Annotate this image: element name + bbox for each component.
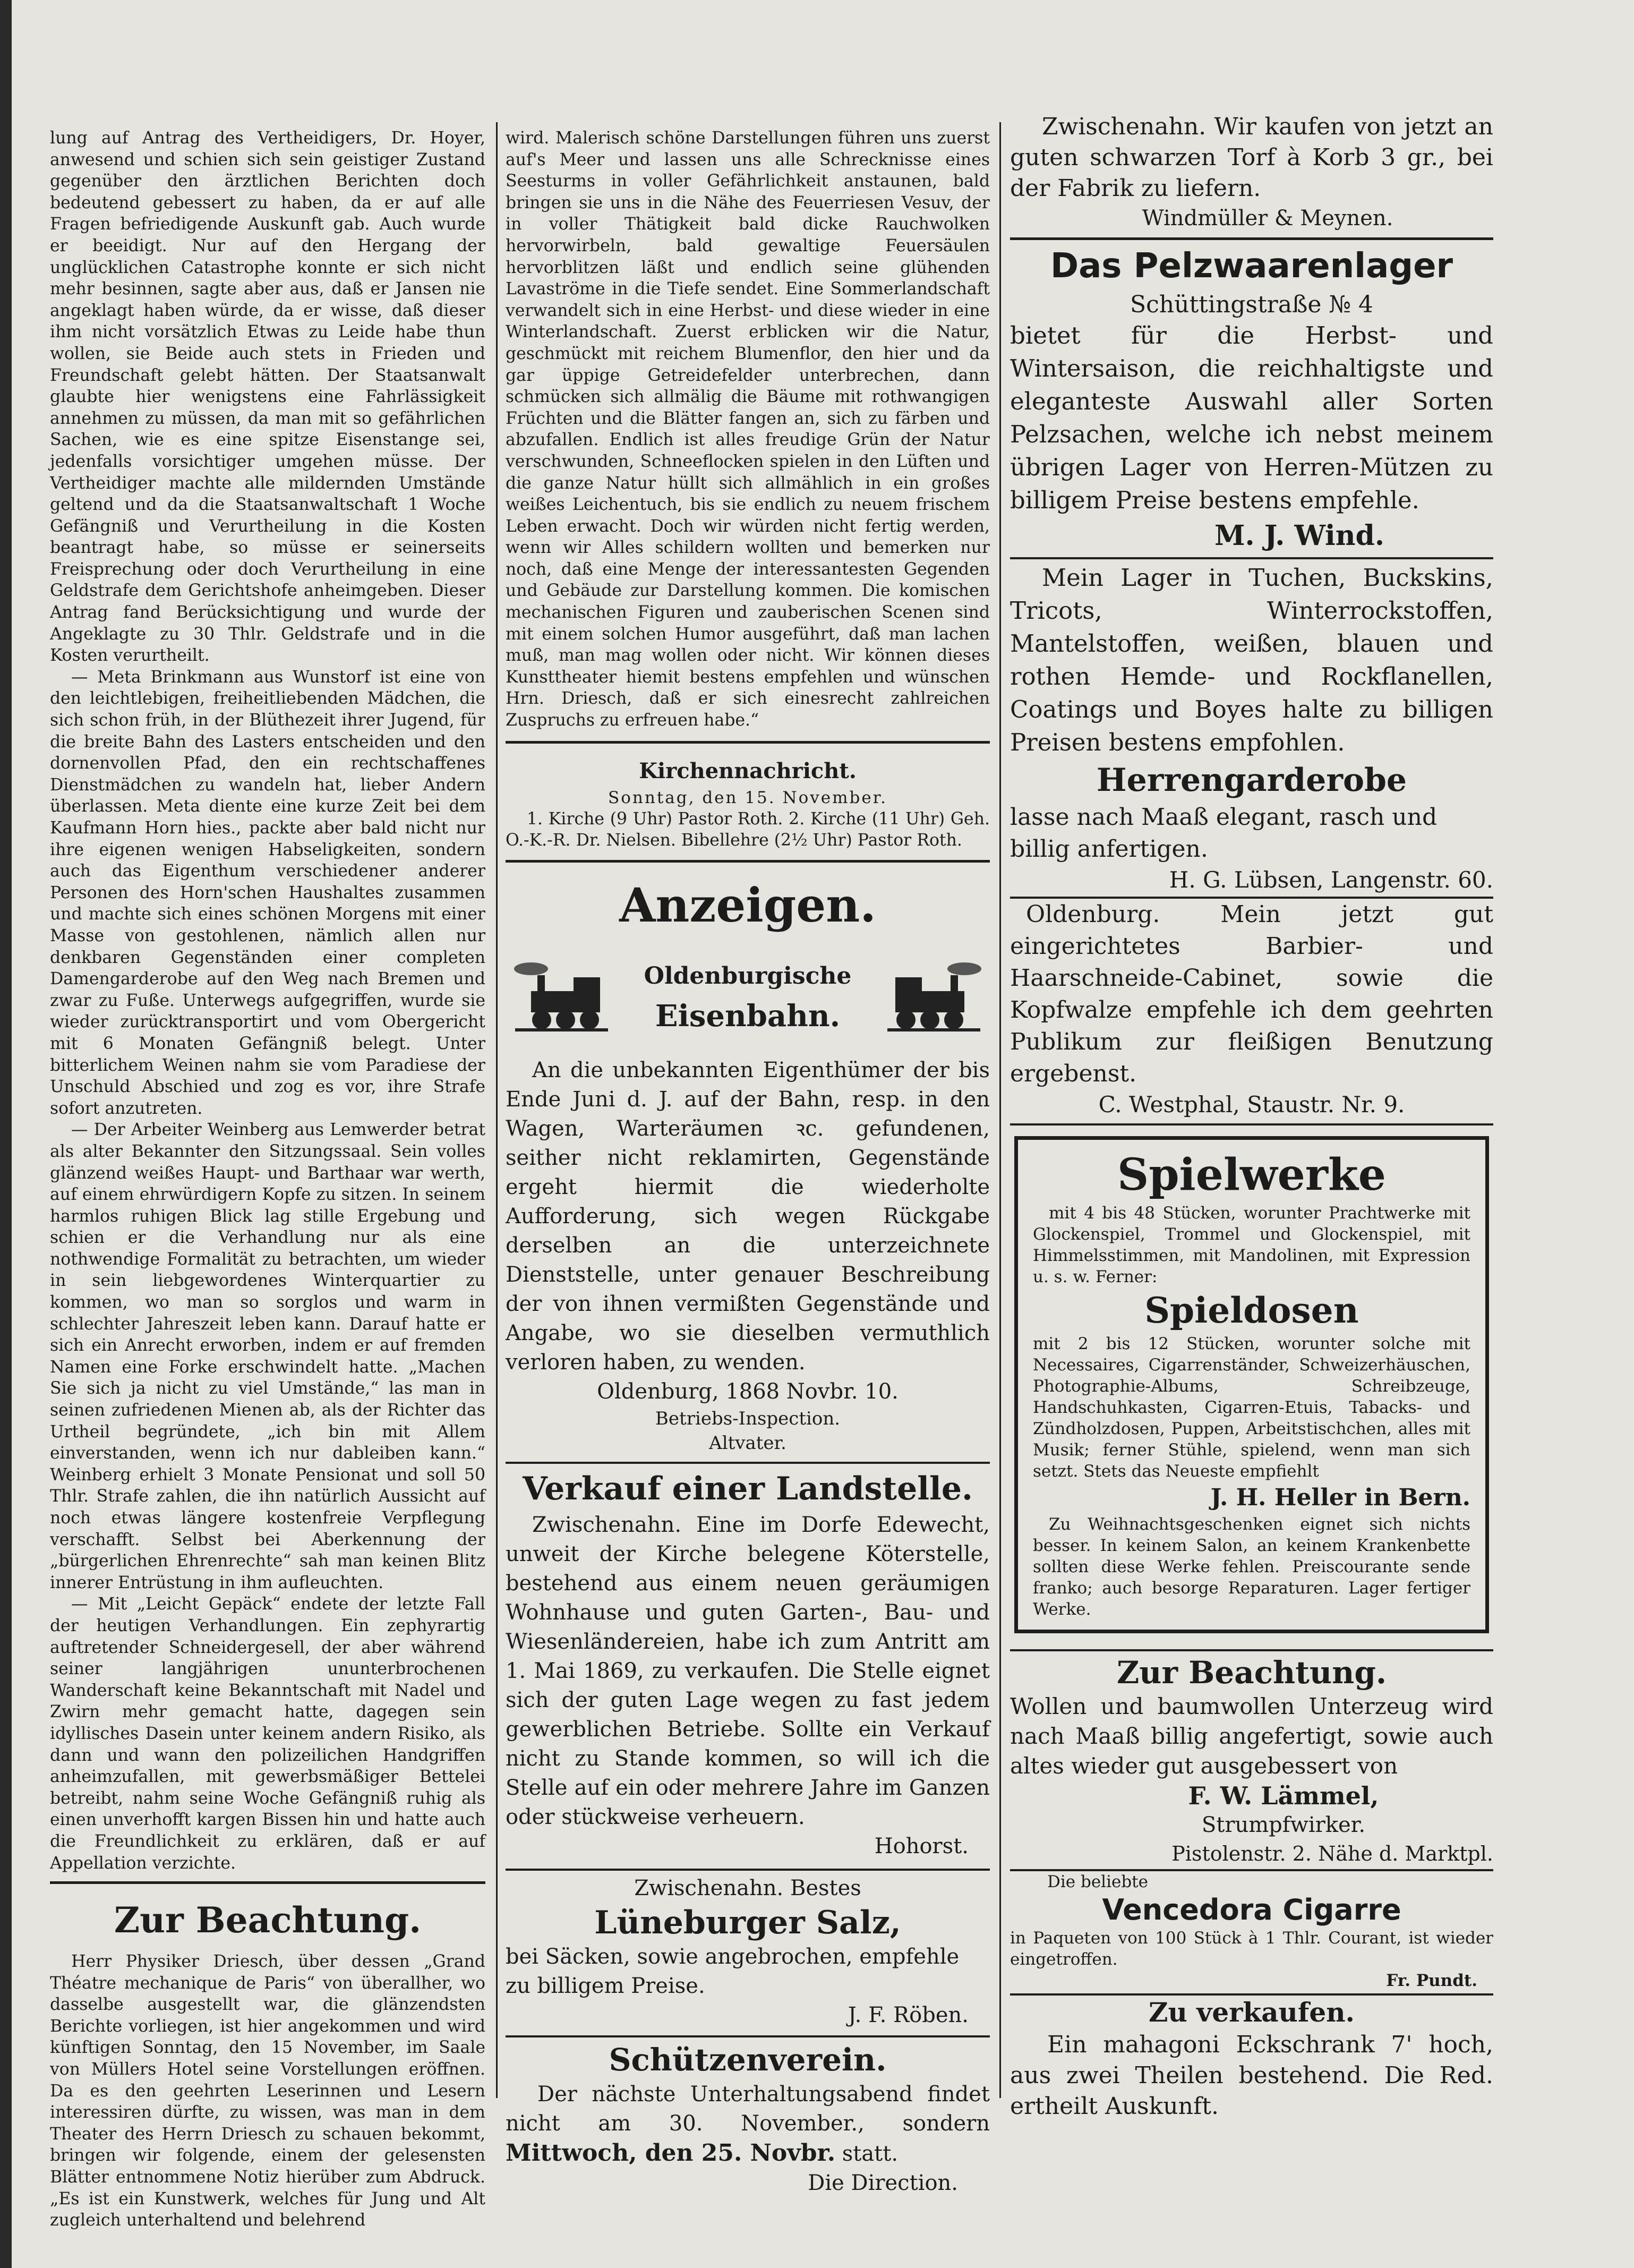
tailor-text: lasse nach Maaß elegant, rasch und billig anfertigen.	[1010, 804, 1438, 863]
land-sale-text: Zwischenahn. Eine im Dorfe Edewecht, unweit der Kirche belegene Köterstelle, bestehend aus einem neuen geräumigen Wohnhause und guten Garten-, Bau- und Wiesenländereien, habe ich zum Antritt am 1. Mai 1869, zu verkaufen. Die Stelle eignet sich der guten Lage wegen zu fast jedem gewerblichen Betriebe. Sollte ein Verkauf nicht zu Stande kommen, so will ich die Stelle auf ein oder mehrere Jahre im Ganzen oder stückweise verheuern.	[506, 1512, 990, 1829]
section-rule	[506, 1869, 990, 1871]
club-signature: Die Direction.	[808, 2170, 958, 2195]
tailor-heading: Herrengarderobe	[1096, 762, 1407, 799]
section-rule	[1010, 1123, 1493, 1126]
court-report-paragraph: — Meta Brinkmann aus Wunstorf ist eine von den leichtlebigen, freiheitliebenden Mädchen, die sich schon früh, in der Blüthezeit ihrer Jugend, für die breite Bahn des Lasters entscheiden und den dornenvollen Pfad, den ein rechtschaffenes Dienstmädchen zu wandeln hat, lieber Andern überlassen. Meta diente eine kurze Zeit bei dem Kaufmann Horn hies., packte aber bald nicht nur ihre eigenen wenigen Habseligkeiten, sondern auch das Eigenthum verschiedener anderer Personen des Horn'schen Haushaltes zusammen und machte sich eines schönen Morgens mit einer Masse von gestohlenen, nämlich allen nur denkbaren Gegenständen einer completen Damengarderobe auf den Weg nach Bremen und zwar zu Fuße. Unterwegs aufgegriffen, wurde sie wieder zurücktransportirt und vom Obergericht mit 6 Monaten Gefängniß belegt. Unter bitterlichem Weinen nahm sie vom Paradiese der Unschuld Abschied und zog es vor, ihre Strafe sofort anzutreten.	[50, 667, 485, 1118]
court-report-paragraph: — Der Arbeiter Weinberg aus Lemwerder betrat als alter Bekannter den Sitzungssaal. Sein volles glänzend weißes Haupt- und Barthaar war werth, auf einem ehrwürdigern Kopfe zu sitzen. In seinem harmlos ruhigen Blick lag stille Ergebung und schien er die Verhandlung nur als eine nothwendige Formalität zu betrachten, um wieder in sein liebgewordenes Winterquartier zu kommen, wo man so sorglos und warm in schlechter Jahreszeit leben kann. Darauf hatte er sich ein Anrecht erworben, indem er auf fremden Namen eine Forke erschwindelt hatte. „Machen Sie sich ja nicht zu viel Umstände,“ las man in seinen zufriedenen Mienen ab, als der Richter das Urtheil begründete, „ich bin mit Allem einverstanden, wenn ich nur dableiben kann.“ Weinberg erhielt 3 Monate Pensionat und soll 50 Thlr. Strafe zahlen, die ihn natürlich Aussicht auf noch etwas längere kostenfreie Verpflegung verschafft. Selbst bei Aberkennung der „bürgerlichen Ehrenrechte“ sah man keinen Blitz innerer Entrüstung in ihm aufleuchten.	[50, 1120, 485, 1592]
salt-text: bei Säcken, sowie angebrochen, empfehle zu billigem Preise.	[506, 1944, 960, 1998]
musicbox-text: mit 2 bis 12 Stücken, worunter solche mit Necessaires, Cigarrenständer, Schweizerhäuschen, Photographie-Albums, Schreibzeuge, Handschuhkasten, Cigarren-Etuis, Tabacks- und Zündholzdosen, Puppen, Arbeitstischchen, alles mit Musik; ferner Stühle, spielend, wenn man sich setzt. Stets das Neueste empfiehlt	[1033, 1334, 1470, 1481]
section-rule	[506, 2035, 990, 2037]
section-rule	[1010, 1993, 1493, 1996]
column-left	[50, 127, 485, 2230]
column-rule-2	[999, 122, 1001, 2098]
court-report-paragraph: lung auf Antrag des Vertheidigers, Dr. Hoyer, anwesend und schien sich sein geistiger Zustand gegenüber den ärztlichen Berichten doch bedeutend gebessert zu haben, da er auf alle Fragen befriedigende Auskunft gab. Auch wurde er beeidigt. Nur auf den Hergang der unglücklichen Catastrophe konnte er sich nicht mehr besinnen, sagte aber aus, daß er Jansen nie angeklagt haben würde, da er wisse, daß dieser ihm nicht vorsätzlich Etwas zu Leide habe thun wollen, sie Beide auch stets in Frieden und Freundschaft gelebt hätten. Der Staatsanwalt glaubte hier wenigstens eine Fahrlässigkeit annehmen zu müssen, da man mit so gefährlichen Sachen, wie es eine spitze Eisenstange sei, jedenfalls vorsichtiger umgehen müsse. Der Vertheidiger machte alle mildernden Umstände geltend und da die Staatsanwaltschaft 1 Woche Gefängniß und Verurtheilung in die Kosten beantragt habe, so müsse er seinerseits Freisprechung oder doch Verurtheilung in eine Geldstrafe dem Gerichtshofe anheimgeben. Dieser Antrag fand Berücksichtigung und wurde der Angeklagte zu 30 Thlr. Geldstrafe und in die Kosten verurtheilt.	[50, 129, 485, 666]
fur-signature: M. J. Wind.	[1214, 519, 1385, 552]
club-text	[506, 2080, 990, 2169]
section-rule	[1010, 1649, 1493, 1651]
theatre-article-continuation: wird. Malerisch schöne Darstellungen führen uns zuerst auf's Meer und lassen uns alle Schrecknisse eines Seesturms in voller Gefährlichkeit anstaunen, bald bringen sie uns in die Nähe des Feuerriesen Vesuv, der in voller Thätigkeit bald dicke Rauchwolken hervorwirbeln, bald gewaltige Feuersäulen hervorblitzen läßt und endlich seine glühenden Lavaströme in die Tiefe sendet. Eine Sommerlandschaft verwandelt sich in eine Herbst- und diese wieder in eine Winterlandschaft. Zuerst erblicken wir die Natur, geschmückt mit reichem Blumenflor, den hier und da gar üppige Getreidefelder unterbrechen, dann schmücken sich allmälig die Bäume mit rothwangigen Früchten und die Blätter fangen an, sich zu färben und abzufallen. Endlich ist alles freudige Grün der Natur verschwunden, Schneeflocken spielen in den Lüften und die ganze Natur hüllt sich allmählich in ein großes weißes Leichentuch, bis sie endlich zu neuem frischem Leben erwacht. Doch wir würden nicht fertig werden, wenn wir Alles schildern wollten und bemerken nur noch, daß eine Menge der interessantesten Gegenden und Gebäude zur Darstellung kommen. Die komischen mechanischen Figuren und zauberischen Scenen sind mit einem solchen Humor ausgeführt, daß man lachen muß, man mag wollen oder nicht. Wir können dieses Kunsttheater hiemit bestens empfehlen und wünschen Hrn. Driesch, daß er sich einesrecht zahlreichen Zuspruchs zu erfreuen habe.“	[506, 129, 990, 730]
column-right	[1010, 112, 1493, 2120]
cigar-signature: Fr. Pundt.	[1386, 1971, 1477, 1990]
knit-trade: Strumpfwirker.	[1201, 1813, 1366, 1837]
section-rule	[506, 741, 990, 744]
fur-text: bietet für die Herbst- und Wintersaison, die reichhaltigste und eleganteste Auswahl aller Sorten Pelzsachen, welche ich nebst meinem übrigen Lager von Herren-Mützen zu billigem Preise bestens empfehle.	[1010, 321, 1493, 514]
railway-notice	[506, 944, 990, 1056]
railway-title-line2: Eisenbahn.	[655, 998, 841, 1034]
railway-title-line1: Oldenburgische	[644, 962, 852, 990]
barber-signature: C. Westphal, Staustr. Nr. 9.	[1098, 1092, 1405, 1118]
section-rule	[506, 1462, 990, 1464]
ads-heading: Anzeigen.	[619, 877, 876, 933]
section-rule	[1010, 897, 1493, 899]
cigar-heading: Vencedora Cigarre	[1102, 1893, 1401, 1926]
knit-address: Pistolenstr. 2. Nähe d. Marktpl.	[1171, 1842, 1493, 1865]
column-middle	[506, 127, 990, 2195]
section-rule	[1010, 557, 1493, 559]
knit-name: F. W. Lämmel,	[1188, 1781, 1379, 1810]
tailor-signature: H. G. Lübsen, Langenstr. 60.	[1169, 867, 1493, 893]
cigar-intro: Die beliebte	[1047, 1872, 1148, 1891]
newspaper-page	[12, 0, 1634, 2268]
cigar-text: in Paqueten von 100 Stück à 1 Thlr. Courant, ist wieder eingetroffen.	[1010, 1929, 1493, 1969]
section-rule	[1010, 237, 1493, 240]
church-services: 1. Kirche (9 Uhr) Pastor Roth. 2. Kirche (11 Uhr) Geh. O.-K.-R. Dr. Nielsen. Bibellehre (2½ Uhr) Pastor Roth.	[506, 809, 990, 850]
church-date: Sonntag, den 15. November.	[608, 788, 887, 807]
railway-notice-text: An die unbekannten Eigenthümer der bis Ende Juni d. J. auf der Bahn, resp. in den Wagen, Warteräumen ꝛc. gefundenen, seither nicht reklamirten, Gegenstände ergeht hiermit die wiederholte Aufforderung, sich wegen Rückgabe derselben an die unterzeichnete Dienststelle, unter genauer Beschreibung der von ihnen vermißten Gegenstände und Angabe, wo sie dieselben vermuthlich verloren haben, zu wenden.	[506, 1058, 990, 1375]
club-date: Mittwoch, den 25. Novbr.	[506, 2139, 836, 2167]
club-heading: Schützenverein.	[609, 2041, 887, 2078]
knit-text: Wollen und baumwollen Unterzeug wird nach Maaß billig angefertigt, sowie auch altes wieder gut ausgebessert von	[1010, 1693, 1493, 1779]
cloth-text: Mein Lager in Tuchen, Buckskins, Tricots, Winterrockstoffen, Mantelstoffen, weißen, blauen und rothen Hemde- und Rockflanellen, Coatings und Boyes halte zu billigen Preisen bestens empfohlen.	[1010, 564, 1493, 756]
railway-signature: Altvater.	[709, 1432, 786, 1454]
book-binding-edge	[0, 0, 12, 2268]
locomotive-icon	[885, 959, 986, 1039]
peat-ad-signature: Windmüller & Meynen.	[1142, 206, 1393, 231]
club-text-part2: statt.	[842, 2141, 899, 2166]
salt-signature: J. F. Röben.	[848, 2002, 969, 2027]
music-footer: Zu Weihnachtsgeschenken eignet sich nichts besser. In keinem Salon, an keinem Krankenbette sollten diese Werke fehlen. Preiscourante sende franko; auch besorge Reparaturen. Lager fertiger Werke.	[1033, 1515, 1470, 1619]
salt-heading: Lüneburger Salz,	[594, 1904, 901, 1941]
section-rule	[1010, 1869, 1493, 1871]
musicbox-heading: Spieldosen	[1144, 1290, 1359, 1331]
court-reports	[50, 127, 485, 1874]
locomotive-icon	[510, 959, 611, 1039]
barber-text: Oldenburg. Mein jetzt gut eingerichtetes Barbier- und Haarschneide-Cabinet, sowie die Kopfwalze empfehle ich dem geehrten Publikum zur fleißigen Benutzung ergebenst.	[1010, 901, 1493, 1087]
column-rule-1	[496, 122, 498, 2098]
fur-address: Schüttingstraße № 4	[1130, 291, 1373, 318]
railway-office: Betriebs-Inspection.	[655, 1408, 841, 1429]
fur-heading: Das Pelzwaarenlager	[1050, 246, 1453, 286]
church-heading: Kirchennachricht.	[639, 758, 857, 783]
peat-ad-text: Zwischenahn. Wir kaufen von jetzt an guten schwarzen Torf à Korb 3 gr., bei der Fabrik zu liefern.	[1010, 113, 1493, 202]
section-rule	[50, 1881, 485, 1884]
knit-heading: Zur Beachtung.	[1116, 1655, 1387, 1691]
music-heading: Spielwerke	[1117, 1149, 1386, 1200]
court-report-paragraph: — Mit „Leicht Gepäck“ endete der letzte Fall der heutigen Verhandlungen. Ein zephyrartig auftretender Schneidergesell, der aber während seiner langjährigen ununterbrochenen Wanderschaft keine Bekanntschaft mit Nadel und Zwirn mehr gemacht hatte, dagegen sein idyllisches Dasein unter keinem andern Risiko, als dann und wann den polizeilichen Handgriffen anheimzufallen, mit gewerbsmäßiger Bettelei betreibt, nahm seine Woche Gefängniß ruhig als einen unverhofft kargen Bissen hin und hatte auch die Freundlichkeit zu erklären, daß er auf Appellation verzichte.	[50, 1595, 485, 1873]
salt-intro: Zwischenahn. Bestes	[634, 1875, 861, 1900]
notice-text: Herr Physiker Driesch, über dessen „Grand Théatre mechanique de Paris“ von überallher, wo dasselbe ausgestellt war, die glänzendsten Berichte vorliegen, ist hier angekommen und wird künftigen Sonntag, den 15 November, im Saale von Müllers Hotel seine Vorstellungen eröffnen. Da es den geehrten Leserinnen und Lesern interessiren dürfte, zu wissen, was man in dem Theater des Herrn Driesch zu schauen bekommt, bringen wir folgende, einem der gelesensten Blätter entnommene Notiz hierüber zum Abdruck. „Es ist ein Kunstwerk, welches für Jung und Alt zugleich unterhaltend und belehrend	[50, 1952, 485, 2230]
music-text: mit 4 bis 48 Stücken, worunter Prachtwerke mit Glockenspiel, Trommel und Glockenspiel, mit Himmelsstimmen, mit Mandolinen, mit Expression u. s. w. Ferner:	[1033, 1204, 1470, 1286]
land-sale-signature: Hohorst.	[874, 1834, 969, 1858]
club-text-part1: Der nächste Unterhaltungsabend findet nicht am 30. November., sondern	[506, 2082, 990, 2136]
music-box-ad	[1014, 1136, 1489, 1633]
section-rule	[506, 860, 990, 863]
land-sale-heading: Verkauf einer Landstelle.	[523, 1470, 973, 1507]
sale-text: Ein mahagoni Eckschrank 7' hoch, aus zwei Theilen bestehend. Die Red. ertheilt Auskunft.	[1010, 2031, 1493, 2120]
railway-place-date: Oldenburg, 1868 Novbr. 10.	[597, 1379, 899, 1404]
music-signature: J. H. Heller in Bern.	[1210, 1484, 1470, 1511]
sale-heading: Zu verkaufen.	[1149, 1997, 1355, 2028]
notice-heading: Zur Beachtung.	[114, 1899, 422, 1941]
